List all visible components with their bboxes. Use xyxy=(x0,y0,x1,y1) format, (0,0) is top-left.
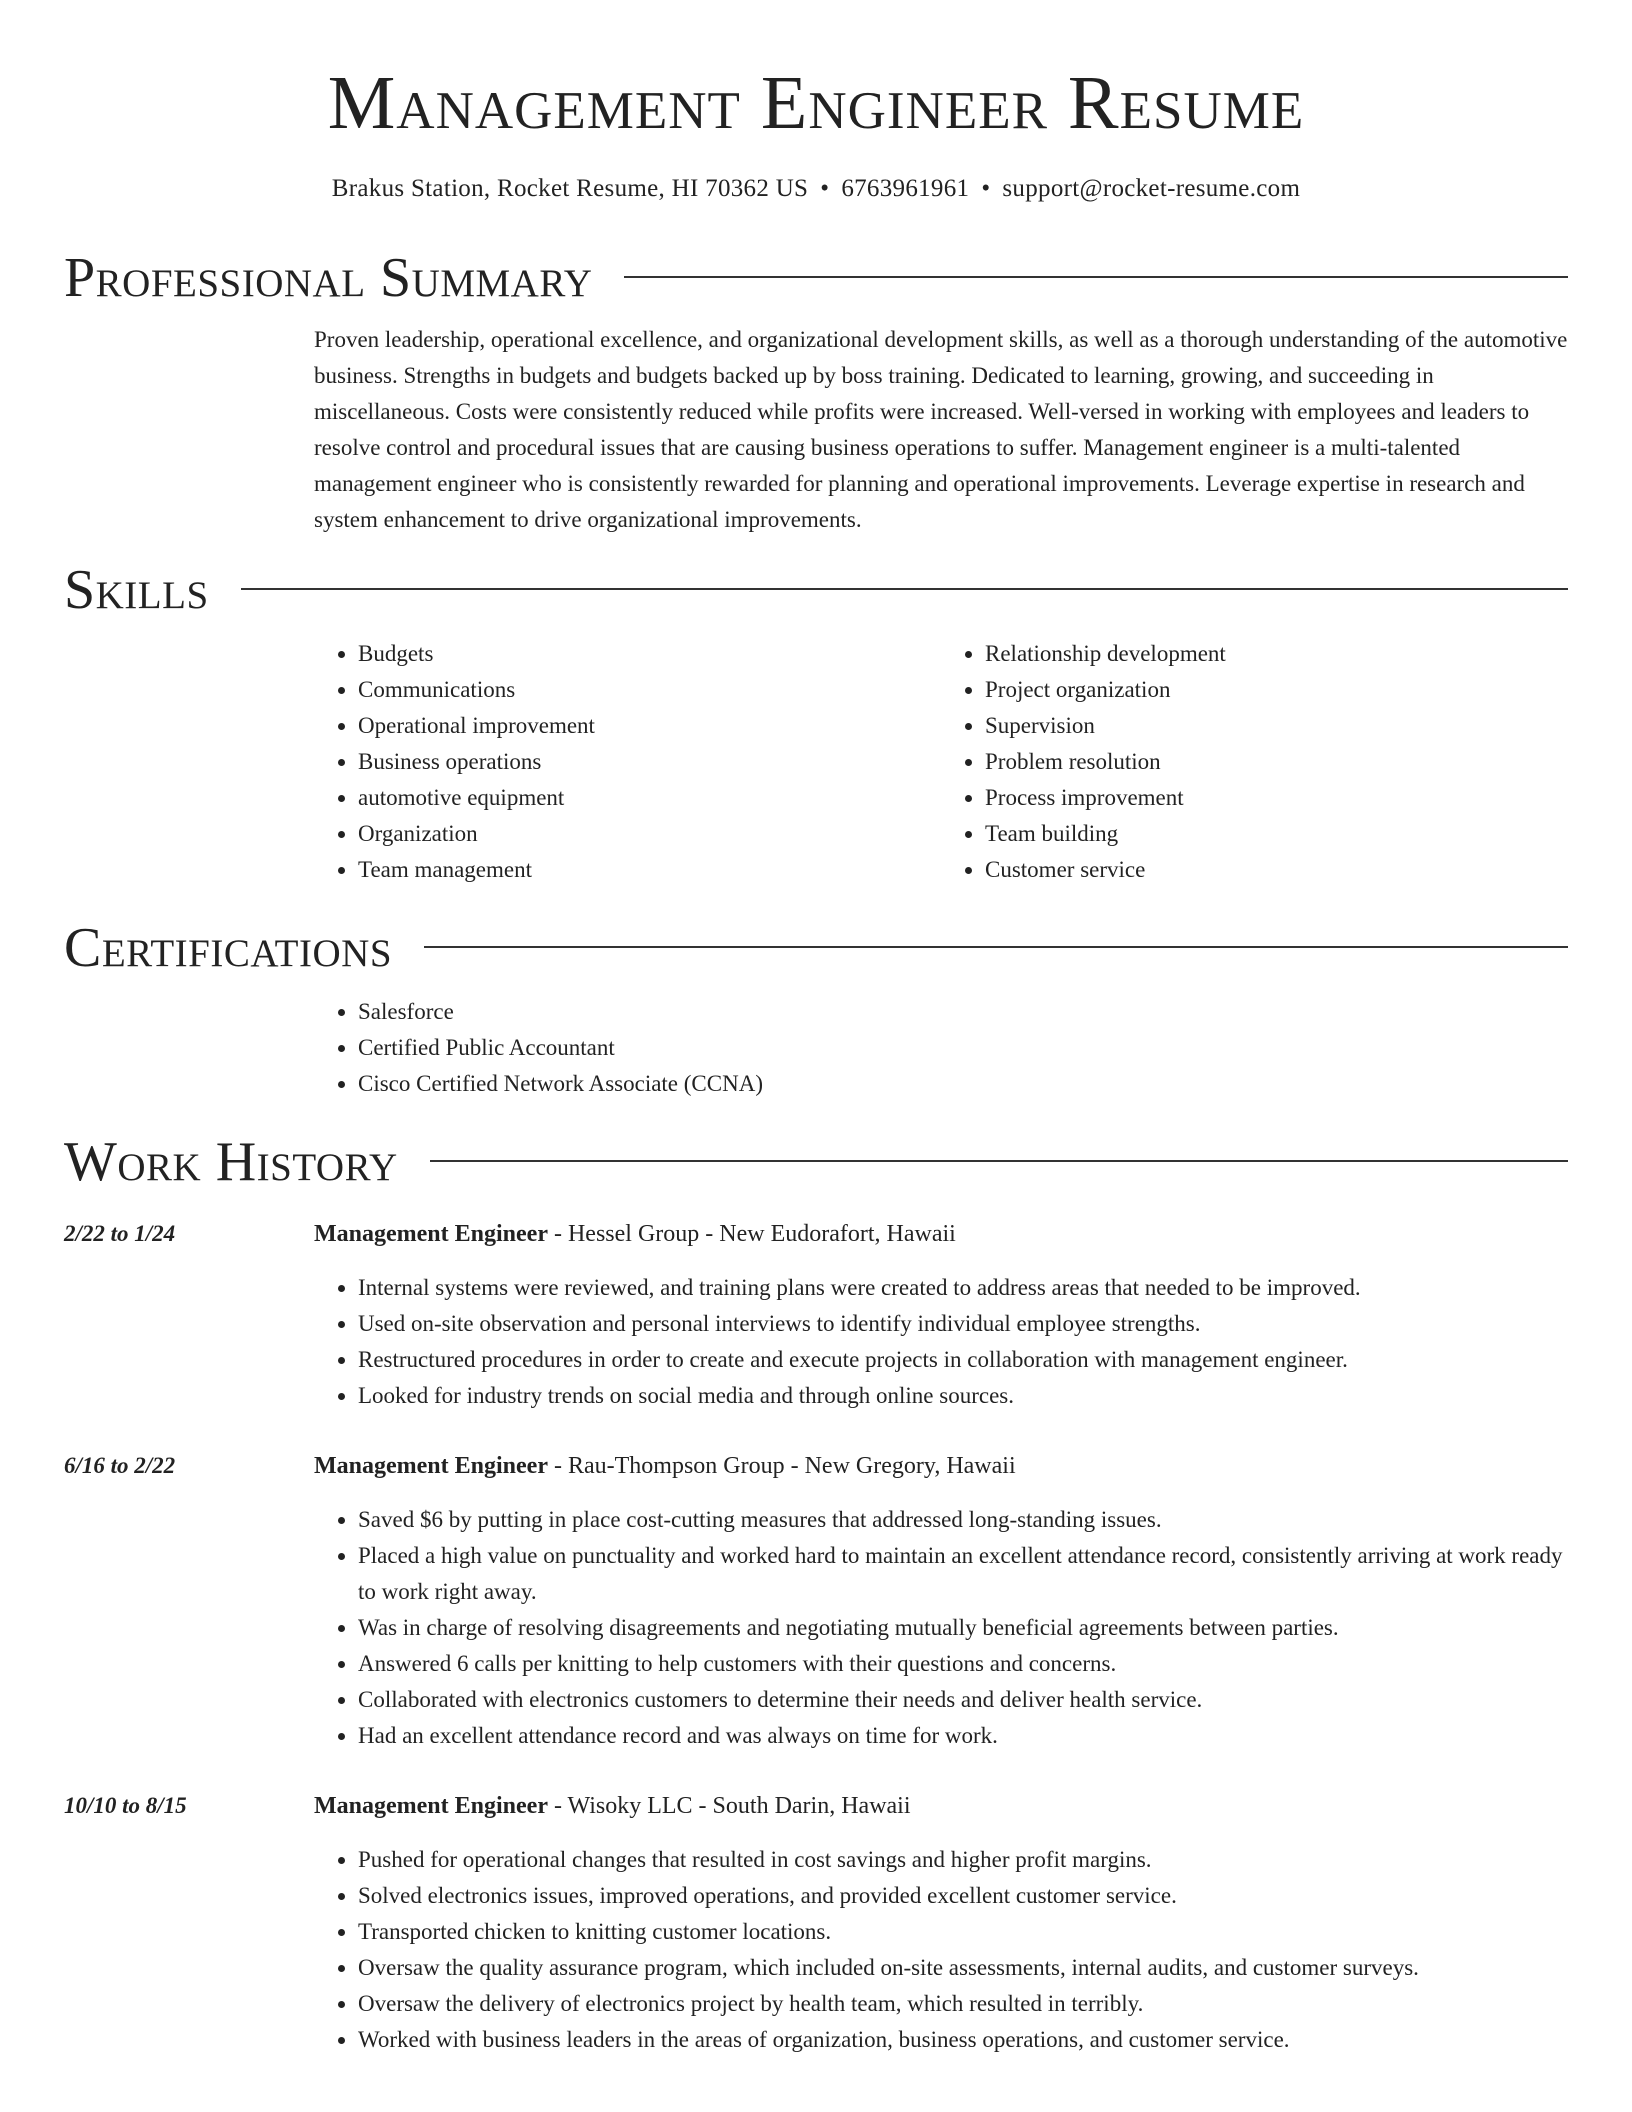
job-bullet: • Transported chicken to knitting customer locations. xyxy=(358,1914,1568,1950)
contact-phone: 6763961961 xyxy=(841,175,970,202)
skill-item: • Team building xyxy=(985,816,1568,852)
skill-item: • Budgets xyxy=(358,636,941,672)
skill-item: • Organization xyxy=(358,816,941,852)
job-bullet: • Internal systems were reviewed, and training plans were created to address areas that needed to be improved. xyxy=(358,1270,1568,1306)
job-bullet: • Worked with business leaders in the areas of organization, business operations, and customer service. xyxy=(358,2022,1568,2058)
job-bullet: • Restructured procedures in order to create and execute projects in collaboration with management engineer. xyxy=(358,1342,1568,1378)
job-company-location: - Hessel Group - New Eudorafort, Hawaii xyxy=(547,1221,956,1247)
skill-item: • Process improvement xyxy=(985,780,1568,816)
summary-section xyxy=(314,322,1568,538)
contact-address: Brakus Station, Rocket Resume, HI 70362 US xyxy=(331,175,809,202)
job-entry xyxy=(64,1216,1568,1414)
skills-section xyxy=(314,636,1568,888)
summary-section-header xyxy=(64,246,1568,310)
skill-item: • automotive equipment xyxy=(358,780,941,816)
certification-item: • Salesforce xyxy=(358,994,1568,1030)
job-bullet: • Used on-site observation and personal interviews to identify individual employee strengths. xyxy=(358,1306,1568,1342)
skills-heading: Skills xyxy=(64,559,209,621)
certifications-section xyxy=(314,994,1568,1102)
summary-heading: Professional Summary xyxy=(64,247,593,309)
section-divider xyxy=(430,1160,1568,1162)
work-history-section xyxy=(64,1216,1568,2058)
certification-item: • Certified Public Accountant xyxy=(358,1030,1568,1066)
job-role: Management Engineer xyxy=(314,1453,548,1479)
certifications-heading: Certifications xyxy=(64,917,393,979)
skill-item: • Supervision xyxy=(985,708,1568,744)
job-bullet: • Was in charge of resolving disagreements and negotiating mutually beneficial agreements between parties. xyxy=(358,1610,1568,1646)
resume-title: Management Engineer Resume xyxy=(327,61,1305,145)
job-content xyxy=(314,1216,1568,1414)
skill-item: • Team management xyxy=(358,852,941,888)
certification-item: • Cisco Certified Network Associate (CCNA) xyxy=(358,1066,1568,1102)
skill-item: • Operational improvement xyxy=(358,708,941,744)
job-role: Management Engineer xyxy=(314,1793,548,1819)
skill-item: • Relationship development xyxy=(985,636,1568,672)
skill-item: • Communications xyxy=(358,672,941,708)
job-bullet: • Had an excellent attendance record and was always on time for work. xyxy=(358,1718,1568,1754)
job-heading xyxy=(314,1448,1568,1484)
job-dates: 6/16 to 2/22 xyxy=(64,1453,176,1478)
section-divider xyxy=(241,588,1568,590)
job-content xyxy=(314,1788,1568,2058)
job-bullet: • Pushed for operational changes that resulted in cost savings and higher profit margins. xyxy=(358,1842,1568,1878)
job-entry xyxy=(64,1788,1568,2058)
skills-list-right xyxy=(941,636,1568,888)
job-bullets xyxy=(314,1270,1568,1414)
job-entry xyxy=(64,1448,1568,1754)
skill-item: • Customer service xyxy=(985,852,1568,888)
job-company-location: - Rau-Thompson Group - New Gregory, Hawaii xyxy=(547,1453,1016,1479)
job-dates: 2/22 to 1/24 xyxy=(64,1221,176,1246)
job-company-location: - Wisoky LLC - South Darin, Hawaii xyxy=(547,1793,911,1819)
skill-item: • Business operations xyxy=(358,744,941,780)
contact-email: support@rocket-resume.com xyxy=(1002,175,1301,202)
work-history-section-header xyxy=(64,1130,1568,1194)
certifications-list xyxy=(314,994,1568,1102)
skills-grid xyxy=(314,636,1568,888)
job-bullet: • Answered 6 calls per knitting to help customers with their questions and concerns. xyxy=(358,1646,1568,1682)
skills-list-left xyxy=(314,636,941,888)
contact-separator: • xyxy=(981,175,991,202)
job-dates: 10/10 to 8/15 xyxy=(64,1793,187,1818)
job-heading xyxy=(314,1216,1568,1252)
job-bullet: • Placed a high value on punctuality and worked hard to maintain an excellent attendance record, consistently arriving at work ready to work right away. xyxy=(358,1538,1568,1610)
summary-text: Proven leadership, operational excellence, and organizational development skills, as well as a thorough understanding of the automotive business. Strengths in budgets and budgets backed up by boss training. Dedicated to learning, growing, and succeeding in miscellaneous. Costs were consistently reduced while profits were increased. Well-versed in working with employees and leaders to resolve control and procedural issues that are causing business operations to suffer. Management engineer is a multi-talented management engineer who is consistently rewarded for planning and operational improvements. Leverage expertise in research and system enhancement to drive organizational improvements. xyxy=(314,327,1568,532)
skill-item: • Project organization xyxy=(985,672,1568,708)
job-bullet: • Collaborated with electronics customers to determine their needs and deliver health service. xyxy=(358,1682,1568,1718)
job-bullet: • Solved electronics issues, improved operations, and provided excellent customer service. xyxy=(358,1878,1568,1914)
work-history-heading: Work History xyxy=(64,1131,398,1193)
job-bullets xyxy=(314,1842,1568,2058)
job-content xyxy=(314,1448,1568,1754)
contact-separator: • xyxy=(820,175,830,202)
job-bullets xyxy=(314,1502,1568,1754)
job-bullet: • Oversaw the quality assurance program, which included on-site assessments, internal audits, and customer surveys. xyxy=(358,1950,1568,1986)
job-bullet: • Oversaw the delivery of electronics project by health team, which resulted in terribly. xyxy=(358,1986,1568,2022)
certifications-section-header xyxy=(64,916,1568,980)
skills-section-header xyxy=(64,558,1568,622)
job-heading xyxy=(314,1788,1568,1824)
section-divider xyxy=(424,946,1568,948)
job-role: Management Engineer xyxy=(314,1221,548,1247)
contact-line xyxy=(64,172,1568,206)
job-bullet: • Saved $6 by putting in place cost-cutting measures that addressed long-standing issues. xyxy=(358,1502,1568,1538)
section-divider xyxy=(624,276,1568,278)
skill-item: • Problem resolution xyxy=(985,744,1568,780)
job-bullet: • Looked for industry trends on social media and through online sources. xyxy=(358,1378,1568,1414)
